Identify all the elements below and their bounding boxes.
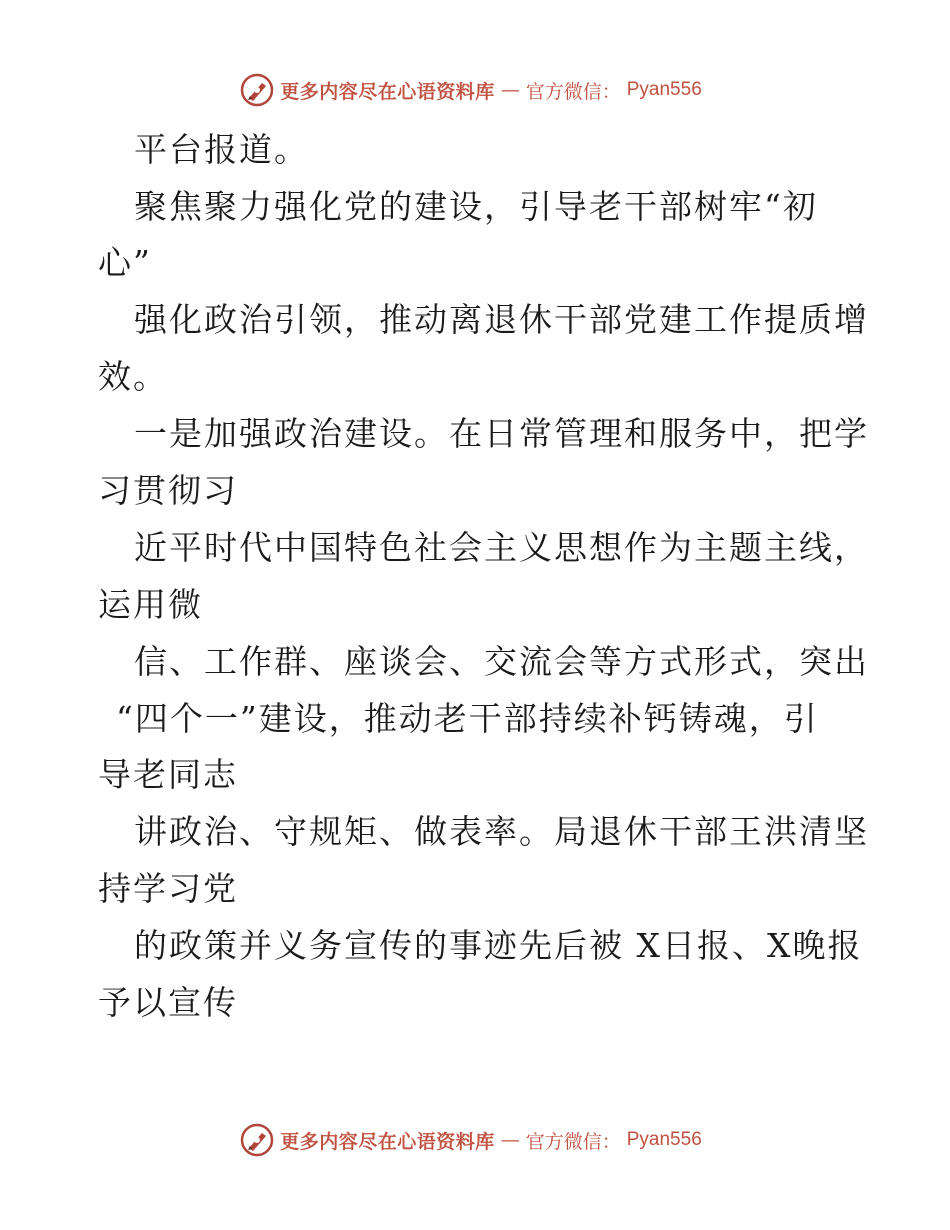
text-line: 心” — [98, 243, 152, 282]
text-line: “四个一”建设，推动老干部持续补钙铸魂，引 — [116, 699, 819, 738]
banner-inner — [240, 1123, 702, 1157]
text-line: 强化政治引领，推动离退休干部党建工作提质增 — [134, 300, 869, 339]
footer-banner — [0, 1120, 950, 1160]
text-line: 讲政治、守规矩、做表率。局退休干部王洪清坚 — [134, 812, 869, 851]
banner-wechat-label: 官方微信： — [525, 1130, 621, 1153]
text-line: 平台报道。 — [134, 130, 309, 169]
banner-wechat-id: Pyan556 — [626, 1129, 702, 1150]
banner-wechat-id: Pyan556 — [626, 79, 702, 100]
text-line: 运用微 — [98, 585, 203, 624]
banner-inner — [240, 73, 702, 107]
pen-logo-icon — [240, 1123, 274, 1157]
text-line: 习贯彻习 — [98, 471, 238, 510]
banner-site-name: 更多内容尽在心语资料库 — [280, 1130, 495, 1153]
text-line: 近平时代中国特色社会主义思想作为主题主线， — [134, 528, 869, 567]
pen-logo-icon — [240, 73, 274, 107]
banner-dash: — — [500, 79, 520, 101]
text-line: 予以宣传 — [98, 983, 238, 1022]
text-line: 聚焦聚力强化党的建设，引导老干部树牢“初 — [134, 187, 818, 226]
header-banner — [0, 70, 950, 110]
text-line: 持学习党 — [98, 869, 238, 908]
text-line: 效。 — [98, 357, 168, 396]
text-line: 的政策并义务宣传的事迹先后被 X日报、X晚报 — [134, 926, 863, 965]
banner-wechat-label: 官方微信： — [525, 80, 621, 103]
text-line: 导老同志 — [98, 755, 238, 794]
text-line: 信、工作群、座谈会、交流会等方式形式，突出 — [134, 642, 869, 681]
text-line: 一是加强政治建设。在日常管理和服务中，把学 — [134, 414, 869, 453]
banner-site-name: 更多内容尽在心语资料库 — [280, 80, 495, 103]
banner-dash: — — [500, 1129, 520, 1151]
